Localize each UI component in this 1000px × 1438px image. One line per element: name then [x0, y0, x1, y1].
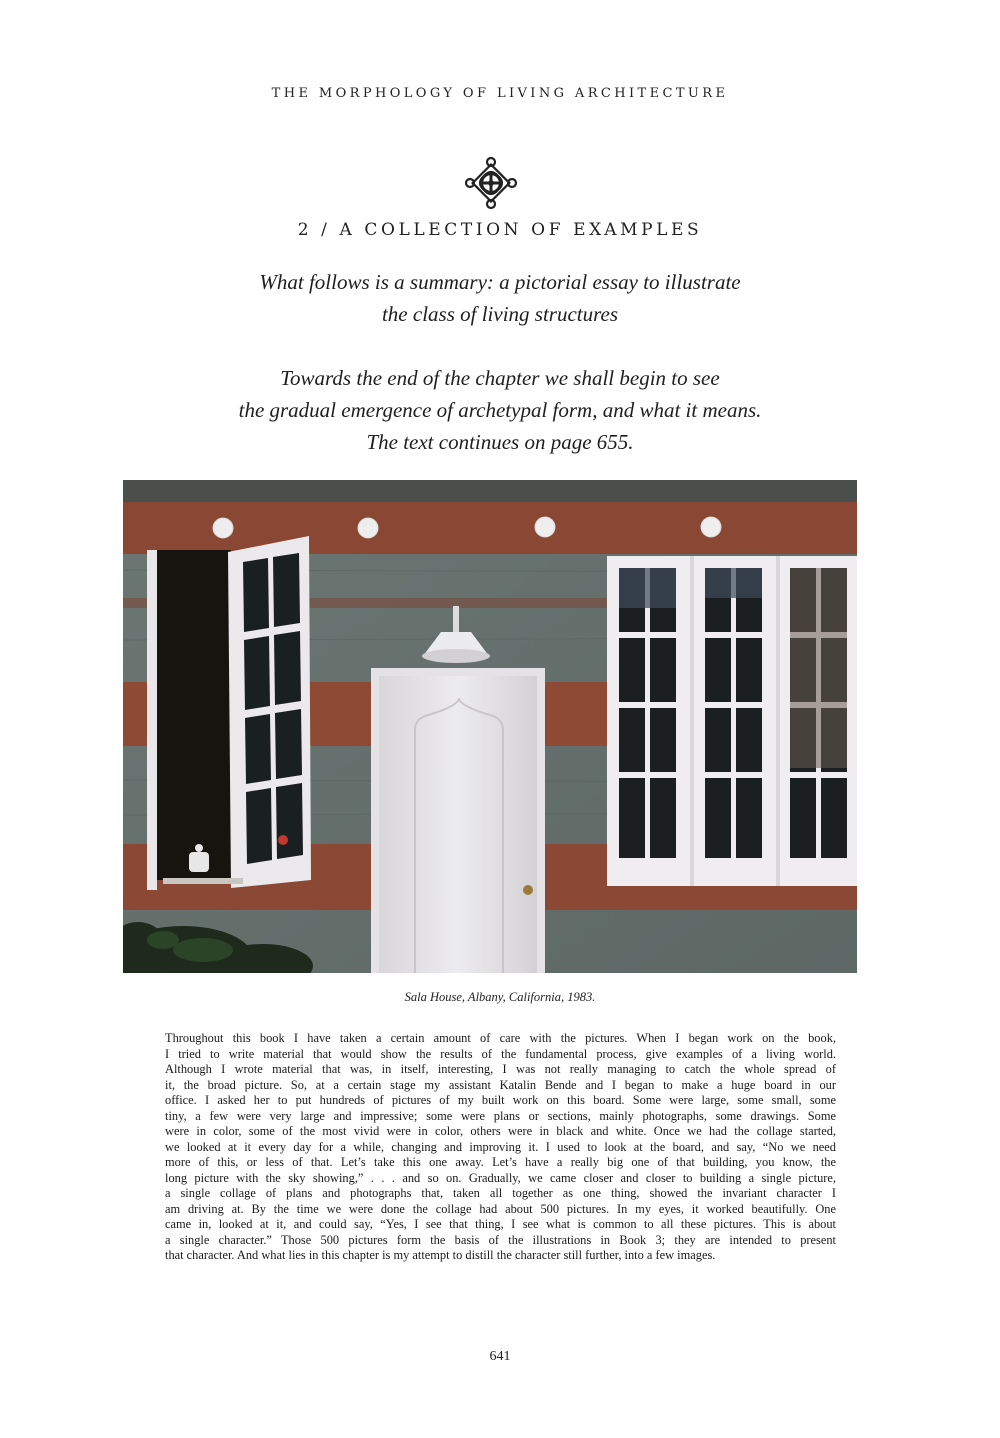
- body-line: am driving at. By the time we were done the collage had about 500 pictures. In my eyes, it worked beautifully. One: [165, 1201, 836, 1216]
- photo-caption: Sala House, Albany, California, 1983.: [404, 990, 596, 1004]
- body-line: long picture with the sky showing,” . . . and so on. Gradually, we came closer and closer to building a single picture,: [165, 1170, 836, 1185]
- intro-line: Towards the end of the chapter we shall begin to see: [280, 366, 720, 390]
- intro-paragraph-2: [0, 362, 1000, 458]
- body-line: we looked at it every day for a while, changing and improving it. I used to look at the board, and say, “No we need: [165, 1139, 836, 1154]
- running-head: THE MORPHOLOGY OF LIVING ARCHITECTURE: [271, 86, 729, 101]
- body-line: I tried to write material that would show the results of the fundamental process, give examples of a living world.: [165, 1046, 836, 1061]
- body-line: a single character.” Those 500 pictures form the basis of the illustrations in Book 3; they are intended to present: [165, 1232, 836, 1247]
- body-line: came in, looked at it, and could say, “Yes, I see that thing, I see what is common to all these pictures. This is about: [165, 1217, 836, 1231]
- body-line: Although I wrote material that was, in itself, interesting, I was not really managing to catch the whole spread of: [165, 1062, 836, 1076]
- body-line: a single collage of plans and photographs that, taken all together as one thing, showed the invariant character I: [165, 1186, 836, 1200]
- intro-line: The text continues on page 655.: [366, 430, 634, 454]
- body-line: Throughout this book I have taken a certain amount of care with the pictures. When I began work on the book,: [165, 1031, 836, 1045]
- chapter-title: 2 / A COLLECTION OF EXAMPLES: [297, 220, 703, 240]
- intro-line: What follows is a summary: a pictorial essay to illustrate: [259, 270, 741, 294]
- intro-line: the gradual emergence of archetypal form, and what it means.: [238, 398, 762, 422]
- body-line: tiny, a few were very large and impressive; some were plans or sections, mainly photographs, some drawings. Some: [165, 1108, 836, 1123]
- intro-line: the class of living structures: [381, 302, 619, 326]
- intro-paragraph-1: [0, 266, 1000, 330]
- page-number: 641: [489, 1349, 511, 1364]
- celtic-knot-ornament-icon: [464, 156, 518, 210]
- body-line: that character. And what lies in this chapter is my attempt to distill the character still further, into a few images.: [165, 1248, 716, 1262]
- body-line: more of this, or less of that. Let’s take this one away. Let’s have a really big one of that building, you know, the: [165, 1155, 836, 1169]
- house-photo-illustration: [123, 480, 857, 973]
- house-facade-photo: [123, 480, 857, 973]
- body-paragraph: [165, 1031, 836, 1264]
- body-line: it, the broad picture. So, at a certain stage my assistant Katalin Bende and I began to make a huge board in our: [165, 1077, 836, 1092]
- body-line: were in color, some of the most vivid were in color, others were in black and white. Once we had the collage started,: [165, 1124, 836, 1138]
- body-line: office. I asked her to put hundreds of pictures of my built work on this board. Some were large, some small, some: [165, 1093, 836, 1107]
